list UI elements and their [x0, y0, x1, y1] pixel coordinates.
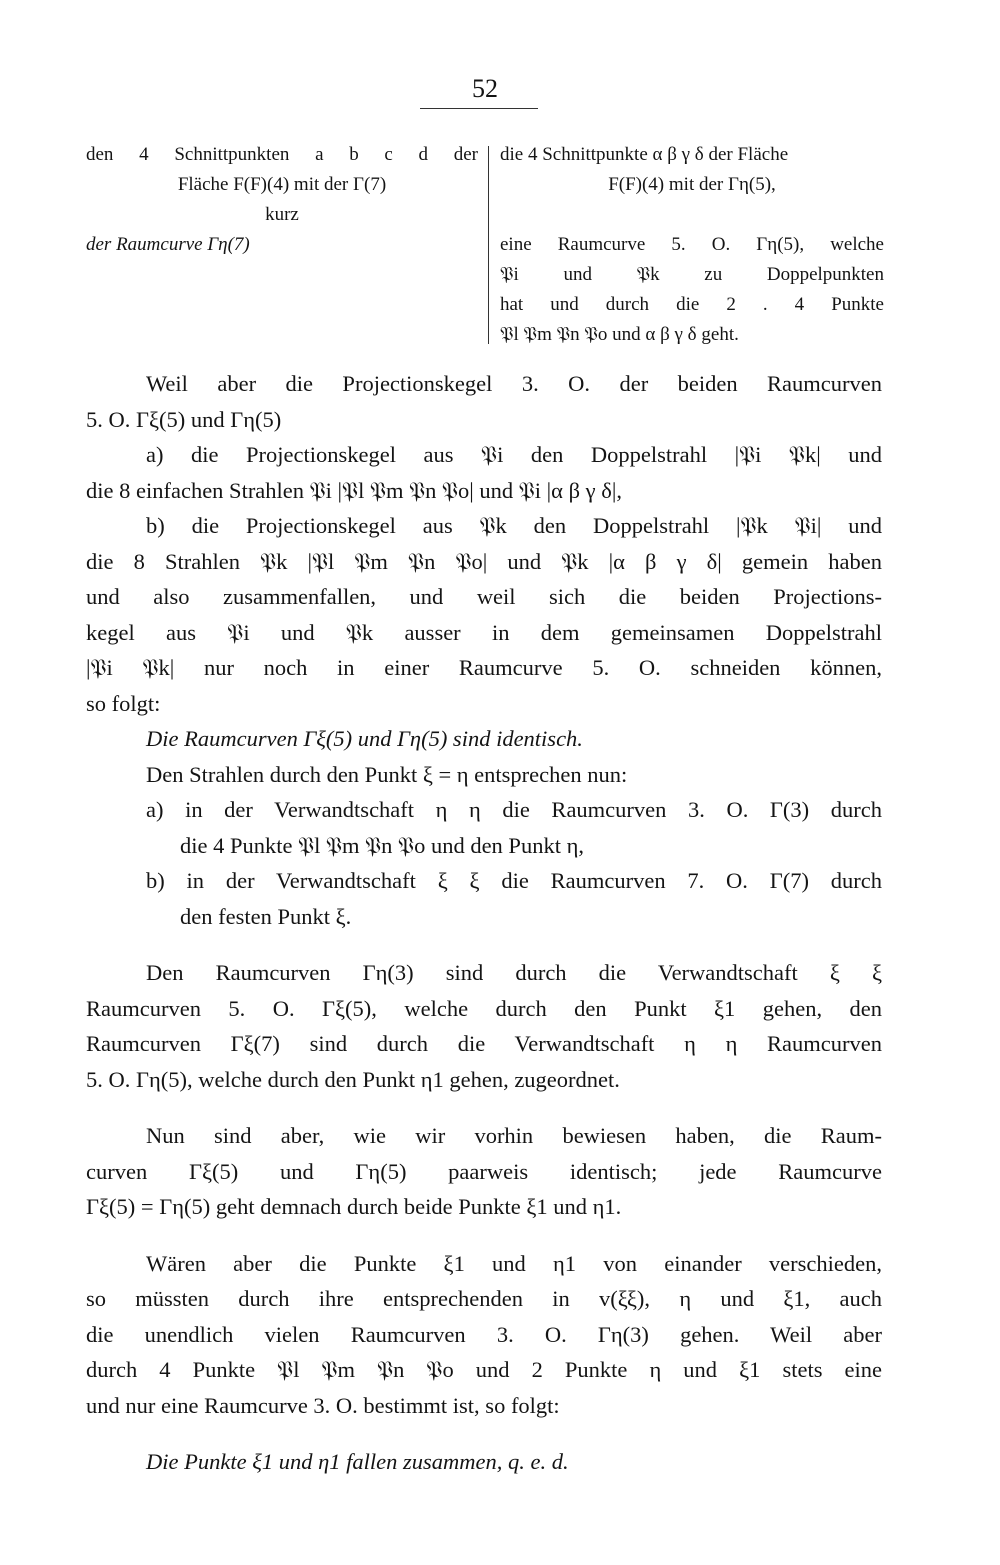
page-number: 52	[472, 74, 498, 103]
text-line: durch 4 Punkte 𝔓l 𝔓m 𝔓n 𝔓o und 2 Punkte η und ξ1 stets eine	[86, 1357, 882, 1382]
right-column-line: 𝔓i und 𝔓k zu Doppelpunkten	[500, 264, 884, 285]
right-column-line: hat und durch die 2 . 4 Punkte	[500, 294, 884, 315]
paragraph-spacer	[86, 1423, 882, 1444]
text-line: a) die Projectionskegel aus 𝔓i den Doppelstrahl |𝔓i 𝔓k| und	[146, 442, 882, 467]
text-line: |𝔓i 𝔓k| nur noch in einer Raumcurve 5. O. schneiden können,	[86, 655, 882, 680]
text-line: Den Strahlen durch den Punkt ξ = η entsprechen nun:	[146, 761, 628, 787]
text-line: so folgt:	[86, 690, 161, 716]
text-line: den festen Punkt ξ.	[180, 903, 352, 929]
text-line: die 8 Strahlen 𝔓k |𝔓l 𝔓m 𝔓n 𝔓o| und 𝔓k |α β γ δ| gemein haben	[86, 548, 882, 574]
left-column-line: der Raumcurve Γη(7)	[86, 234, 250, 255]
text-line: Wären aber die Punkte ξ1 und η1 von einander verschieden,	[146, 1250, 882, 1276]
left-column-line: Fläche F(F)(4) mit der Γ(7)	[177, 174, 387, 195]
theorem-statement: Die Raumcurven Γξ(5) und Γη(5) sind identisch.	[146, 726, 583, 751]
text-line: 5. O. Γη(5), welche durch den Punkt η1 gehen, zugeordnet.	[86, 1066, 620, 1092]
text-line: curven Γξ(5) und Γη(5) paarweis identisch; jede Raumcurve	[86, 1158, 882, 1184]
text-line: Raumcurven 5. O. Γξ(5), welche durch den Punkt ξ1 gehen, den	[86, 995, 882, 1021]
text-line: Γξ(5) = Γη(5) geht demnach durch beide Punkte ξ1 und η1.	[86, 1194, 622, 1219]
text-line: und also zusammenfallen, und weil sich die beiden Projections-	[86, 584, 882, 609]
text-line: kegel aus 𝔓i und 𝔓k ausser in dem gemeinsamen Doppelstrahl	[86, 619, 882, 645]
text-line: Weil aber die Projectionskegel 3. O. der beiden Raumcurven	[146, 371, 882, 396]
text-line: und nur eine Raumcurve 3. O. bestimmt ist, so folgt:	[86, 1392, 560, 1418]
text-line: b) in der Verwandtschaft ξ ξ die Raumcurven 7. O. Γ(7) durch	[146, 868, 882, 893]
text-line: Nun sind aber, wie wir vorhin bewiesen haben, die Raum-	[146, 1123, 882, 1148]
body-text	[86, 366, 882, 1480]
text-line: a) in der Verwandtschaft η η die Raumcurven 3. O. Γ(3) durch	[146, 797, 882, 822]
paragraph-spacer	[86, 1225, 882, 1246]
text-line: Den Raumcurven Γη(3) sind durch die Verwandtschaft ξ ξ	[146, 960, 882, 985]
header-rule	[420, 108, 538, 109]
left-column-line: kurz	[265, 204, 299, 225]
text-line: die 4 Punkte 𝔓l 𝔓m 𝔓n 𝔓o und den Punkt η,	[180, 832, 584, 858]
text-line: so müssten durch ihre entsprechenden in v(ξξ), η und ξ1, auch	[86, 1286, 882, 1311]
right-column	[500, 140, 884, 350]
column-spacer	[500, 200, 884, 230]
column-divider	[488, 146, 489, 344]
text-line: die 8 einfachen Strahlen 𝔓i |𝔓l 𝔓m 𝔓n 𝔓o| und 𝔓i |α β γ δ|,	[86, 477, 622, 503]
paragraph-spacer	[86, 1097, 882, 1118]
paragraph-spacer	[86, 934, 882, 955]
text-line: die unendlich vielen Raumcurven 3. O. Γη(3) gehen. Weil aber	[86, 1321, 882, 1347]
text-line: 5. O. Γξ(5) und Γη(5)	[86, 406, 282, 432]
text-line: b) die Projectionskegel aus 𝔓k den Doppelstrahl |𝔓k 𝔓i| und	[146, 513, 882, 538]
text-line: Raumcurven Γξ(7) sind durch die Verwandtschaft η η Raumcurven	[86, 1031, 882, 1056]
right-column-line: eine Raumcurve 5. O. Γη(5), welche	[500, 234, 884, 255]
right-column-line: F(F)(4) mit der Γη(5),	[608, 174, 776, 195]
left-column-line: den 4 Schnittpunkten a b c d der	[86, 144, 478, 165]
right-column-line: die 4 Schnittpunkte α β γ δ der Fläche	[500, 144, 789, 165]
left-column	[86, 140, 478, 260]
conclusion-statement: Die Punkte ξ1 und η1 fallen zusammen, q. e. d.	[146, 1449, 569, 1474]
right-column-line: 𝔓l 𝔓m 𝔓n 𝔓o und α β γ δ geht.	[500, 324, 739, 345]
